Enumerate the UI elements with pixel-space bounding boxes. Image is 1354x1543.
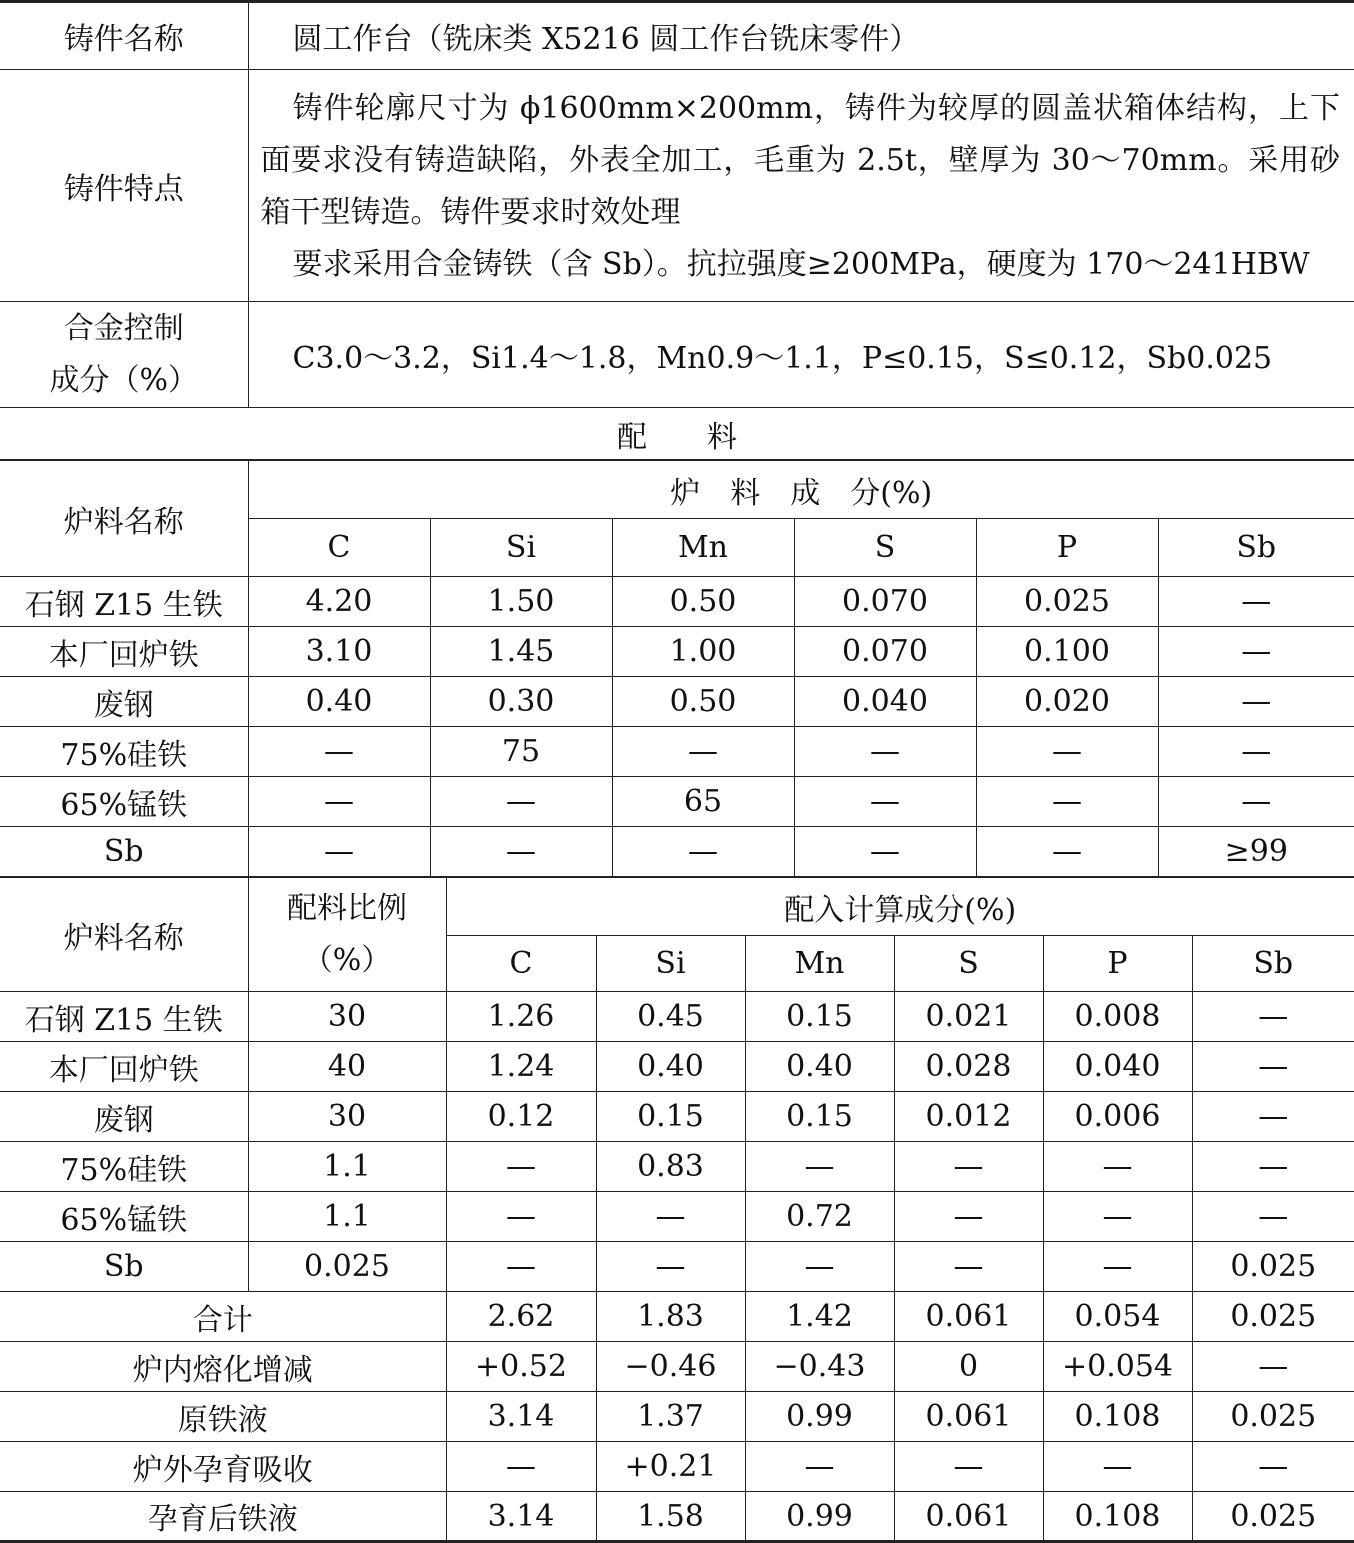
cell: 0.021 <box>894 992 1043 1042</box>
row-name: 75%硅铁 <box>0 1142 248 1192</box>
cell: 0.070 <box>794 577 976 627</box>
cell: 0.100 <box>976 627 1158 677</box>
cell: ≥99 <box>1158 827 1354 877</box>
calc-name-header: 炉料名称 <box>0 878 248 992</box>
cell: 0.99 <box>745 1392 894 1442</box>
cell: 0.40 <box>745 1042 894 1092</box>
charge-col-sb: Sb <box>1158 519 1354 577</box>
cell: — <box>446 1192 596 1242</box>
cell: — <box>1043 1242 1192 1292</box>
charge-col-s: S <box>794 519 976 577</box>
cell: 1.45 <box>430 627 612 677</box>
cell: +0.52 <box>446 1342 596 1392</box>
cell: 0.12 <box>446 1092 596 1142</box>
cell: — <box>1043 1142 1192 1192</box>
summary-row <box>0 1292 1354 1342</box>
cell: 0.45 <box>596 992 745 1042</box>
table-row <box>0 777 1354 827</box>
cell: 1.37 <box>596 1392 745 1442</box>
row-ratio: 30 <box>248 1092 446 1142</box>
cell: 0.30 <box>430 677 612 727</box>
row-name: 65%锰铁 <box>0 1192 248 1242</box>
cell: — <box>1158 777 1354 827</box>
row-name: Sb <box>0 827 248 877</box>
summary-name: 合计 <box>0 1292 446 1342</box>
cell: 0.50 <box>612 577 794 627</box>
cell: 0.50 <box>612 677 794 727</box>
casting-name-label: 铸件名称 <box>0 2 248 70</box>
cell: +0.21 <box>596 1442 745 1492</box>
ratio-header-line-2: （%） <box>302 942 392 978</box>
cell: 0.040 <box>794 677 976 727</box>
cell: — <box>1192 1092 1354 1142</box>
cell: — <box>1192 992 1354 1042</box>
cell: 0.15 <box>596 1092 745 1142</box>
alloy-control-value: C3.0～3.2，Si1.4～1.8，Mn0.9～1.1，P≤0.15，S≤0.12，Sb0.025 <box>248 302 1354 408</box>
cell: 3.14 <box>446 1392 596 1442</box>
cell: 4.20 <box>248 577 430 627</box>
cell: 0.72 <box>745 1192 894 1242</box>
calculated-composition-table <box>0 877 1354 1543</box>
cell: 0.40 <box>248 677 430 727</box>
cell: 0.061 <box>894 1492 1043 1542</box>
cell: — <box>596 1192 745 1242</box>
charge-group-header: 炉 料 成 分(%) <box>248 461 1354 519</box>
cell: — <box>794 777 976 827</box>
table-row <box>0 577 1354 627</box>
cell: — <box>976 727 1158 777</box>
cell: 1.00 <box>612 627 794 677</box>
cell: 0.061 <box>894 1392 1043 1442</box>
calc-ratio-header <box>248 878 446 992</box>
cell: +0.054 <box>1043 1342 1192 1392</box>
cell: — <box>612 727 794 777</box>
features-paragraph-1: 铸件轮廓尺寸为 ϕ1600mm×200mm，铸件为较厚的圆盖状箱体结构，上下面要求没有铸造缺陷，外表全加工，毛重为 2.5t，壁厚为 30～70mm。采用砂箱干型铸造。铸件要求时效处理 <box>260 90 1340 230</box>
cell: — <box>612 827 794 877</box>
cell: 65 <box>612 777 794 827</box>
cell: 0 <box>894 1342 1043 1392</box>
row-name: Sb <box>0 1242 248 1292</box>
row-ratio: 1.1 <box>248 1192 446 1242</box>
cell: — <box>976 777 1158 827</box>
row-name: 废钢 <box>0 677 248 727</box>
row-name: 本厂回炉铁 <box>0 627 248 677</box>
cell: 0.40 <box>596 1042 745 1092</box>
cell: 0.83 <box>596 1142 745 1192</box>
table-row <box>0 1092 1354 1142</box>
casting-name-value: 圆工作台（铣床类 X5216 圆工作台铣床零件） <box>248 2 1354 70</box>
summary-name: 原铁液 <box>0 1392 446 1442</box>
cell: — <box>894 1442 1043 1492</box>
cell: — <box>745 1142 894 1192</box>
cell: 0.108 <box>1043 1492 1192 1542</box>
row-name: 废钢 <box>0 1092 248 1142</box>
cell: — <box>1158 627 1354 677</box>
table-row <box>0 1242 1354 1292</box>
cell: 1.83 <box>596 1292 745 1342</box>
charge-name-header: 炉料名称 <box>0 461 248 577</box>
cell: 0.15 <box>745 1092 894 1142</box>
cell: 0.15 <box>745 992 894 1042</box>
cell: — <box>1192 1342 1354 1392</box>
casting-features-label: 铸件特点 <box>0 70 248 302</box>
alloy-control-label <box>0 302 248 408</box>
cell: — <box>1192 1442 1354 1492</box>
charge-composition-table <box>0 460 1354 877</box>
cell: — <box>446 1242 596 1292</box>
cell: 1.26 <box>446 992 596 1042</box>
summary-row <box>0 1392 1354 1442</box>
calc-col-mn: Mn <box>745 936 894 992</box>
cell: — <box>1043 1442 1192 1492</box>
cell: — <box>248 727 430 777</box>
cell: — <box>745 1442 894 1492</box>
cell: 1.50 <box>430 577 612 627</box>
cell: — <box>794 727 976 777</box>
cell: — <box>248 777 430 827</box>
table-row <box>0 727 1354 777</box>
cell: 0.070 <box>794 627 976 677</box>
alloy-label-line-1: 合金控制 <box>63 310 184 346</box>
cell: 0.061 <box>894 1292 1043 1342</box>
cell: — <box>1192 1192 1354 1242</box>
calc-col-si: Si <box>596 936 745 992</box>
cell: — <box>430 827 612 877</box>
cell: — <box>894 1242 1043 1292</box>
cell: — <box>894 1142 1043 1192</box>
cell: 0.99 <box>745 1492 894 1542</box>
cell: 3.14 <box>446 1492 596 1542</box>
casting-info-table <box>0 0 1354 460</box>
cell: — <box>1158 577 1354 627</box>
cell: — <box>1158 727 1354 777</box>
cell: 0.108 <box>1043 1392 1192 1442</box>
charge-col-c: C <box>248 519 430 577</box>
summary-name: 孕育后铁液 <box>0 1492 446 1542</box>
summary-row <box>0 1492 1354 1542</box>
section-title: 配 料 <box>0 408 1354 460</box>
table-row <box>0 1042 1354 1092</box>
summary-name: 炉外孕育吸收 <box>0 1442 446 1492</box>
cell: 0.025 <box>1192 1292 1354 1342</box>
cell: — <box>1158 677 1354 727</box>
summary-row <box>0 1442 1354 1492</box>
cell: 1.42 <box>745 1292 894 1342</box>
table-row <box>0 1142 1354 1192</box>
cell: 0.025 <box>976 577 1158 627</box>
summary-name: 炉内熔化增减 <box>0 1342 446 1392</box>
table-row <box>0 1192 1354 1242</box>
row-name: 石钢 Z15 生铁 <box>0 577 248 627</box>
casting-features-value <box>248 70 1354 302</box>
row-name: 65%锰铁 <box>0 777 248 827</box>
cell: — <box>1192 1142 1354 1192</box>
calc-group-header: 配入计算成分(%) <box>446 878 1354 936</box>
charge-col-mn: Mn <box>612 519 794 577</box>
cell: — <box>430 777 612 827</box>
summary-row <box>0 1342 1354 1392</box>
cell: 0.008 <box>1043 992 1192 1042</box>
row-ratio: 30 <box>248 992 446 1042</box>
alloy-label-line-2: 成分（%） <box>49 362 198 398</box>
charge-col-p: P <box>976 519 1158 577</box>
cell: — <box>248 827 430 877</box>
table-row <box>0 992 1354 1042</box>
cell: 0.025 <box>1192 1492 1354 1542</box>
calc-col-p: P <box>1043 936 1192 992</box>
cell: — <box>976 827 1158 877</box>
cell: — <box>1043 1192 1192 1242</box>
cell: — <box>745 1242 894 1292</box>
ratio-header-line-1: 配料比例 <box>287 890 407 926</box>
calc-col-s: S <box>894 936 1043 992</box>
cell: 0.040 <box>1043 1042 1192 1092</box>
cell: 0.006 <box>1043 1092 1192 1142</box>
cell: 3.10 <box>248 627 430 677</box>
cell: — <box>446 1442 596 1492</box>
cell: −0.46 <box>596 1342 745 1392</box>
cell: — <box>446 1142 596 1192</box>
cell: — <box>894 1192 1043 1242</box>
charge-col-si: Si <box>430 519 612 577</box>
table-row <box>0 827 1354 877</box>
cell: −0.43 <box>745 1342 894 1392</box>
cell: 1.58 <box>596 1492 745 1542</box>
cell: 2.62 <box>446 1292 596 1342</box>
cell: 0.025 <box>1192 1392 1354 1442</box>
cell: 0.054 <box>1043 1292 1192 1342</box>
row-name: 75%硅铁 <box>0 727 248 777</box>
cell: — <box>794 827 976 877</box>
cell: 1.24 <box>446 1042 596 1092</box>
row-ratio: 0.025 <box>248 1242 446 1292</box>
table-row <box>0 627 1354 677</box>
cell: — <box>596 1242 745 1292</box>
cell: 0.025 <box>1192 1242 1354 1292</box>
calc-col-sb: Sb <box>1192 936 1354 992</box>
row-ratio: 40 <box>248 1042 446 1092</box>
table-row <box>0 677 1354 727</box>
cell: 0.028 <box>894 1042 1043 1092</box>
cell: 0.012 <box>894 1092 1043 1142</box>
features-paragraph-2: 要求采用合金铸铁（含 Sb）。抗拉强度≥200MPa，硬度为 170～241HBW <box>292 246 1310 282</box>
calc-col-c: C <box>446 936 596 992</box>
row-name: 本厂回炉铁 <box>0 1042 248 1092</box>
cell: 75 <box>430 727 612 777</box>
row-ratio: 1.1 <box>248 1142 446 1192</box>
row-name: 石钢 Z15 生铁 <box>0 992 248 1042</box>
cell: 0.020 <box>976 677 1158 727</box>
cell: — <box>1192 1042 1354 1092</box>
